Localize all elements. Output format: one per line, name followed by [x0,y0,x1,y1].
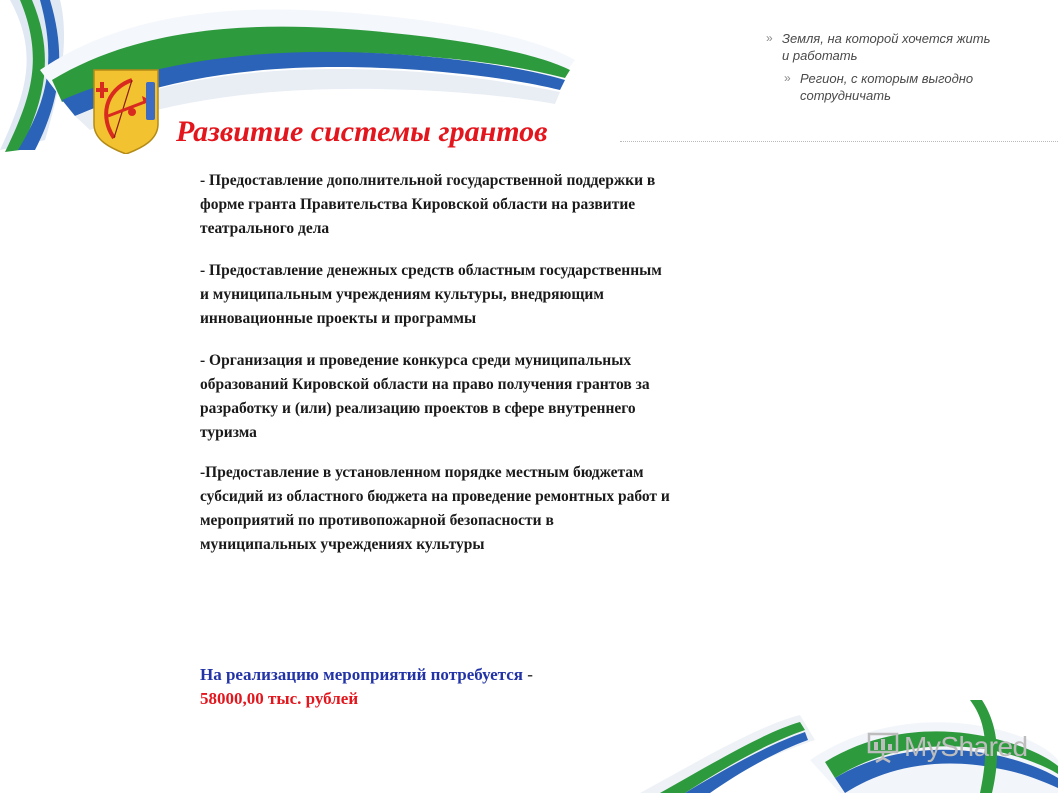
tagline-2-line-2: сотрудничать [800,88,891,103]
funding-summary [200,663,670,711]
myshared-watermark [866,730,1036,766]
tagline-2 [784,70,1024,104]
presentation-icon [866,730,900,764]
tagline-arrow-icon: » [766,31,773,45]
tagline-arrow-icon: » [784,71,791,85]
grants-list [200,169,670,575]
watermark-text: MyShared [904,731,1028,762]
list-item: - Предоставление денежных средств областным государственным и муниципальным учреждениям культуры, внедряющим инновационные проекты и программы [200,262,662,327]
list-item: - Предоставление дополнительной государственной поддержки в форме гранта Правительства Кировской области на развитие театрального дела [200,172,656,237]
kirov-coat-of-arms-icon [92,68,160,154]
list-item: -Предоставление в установленном порядке местным бюджетам субсидий из областного бюджета на проведение ремонтных работ и мероприятий по противопожарной безопасности в муниципальных учреждениях культуры [200,464,670,553]
slide-title: Развитие системы грантов [176,115,548,148]
tagline-1 [766,30,1026,64]
funding-summary-text: На реализацию мероприятий потребуется [200,665,523,684]
list-item: - Организация и проведение конкурса среди муниципальных образований Кировской области на право получения грантов за разработку и (или) реализацию проектов в сфере внутреннего туризма [200,352,650,441]
tagline-1-line-1: Земля, на которой хочется жить [782,31,991,46]
funding-amount: 58000,00 тыс. рублей [200,689,359,708]
tagline-1-line-2: и работать [782,48,858,63]
tagline-2-line-1: Регион, с которым выгодно [800,71,974,86]
funding-summary-dash: - [527,665,533,684]
title-divider [620,141,1058,142]
